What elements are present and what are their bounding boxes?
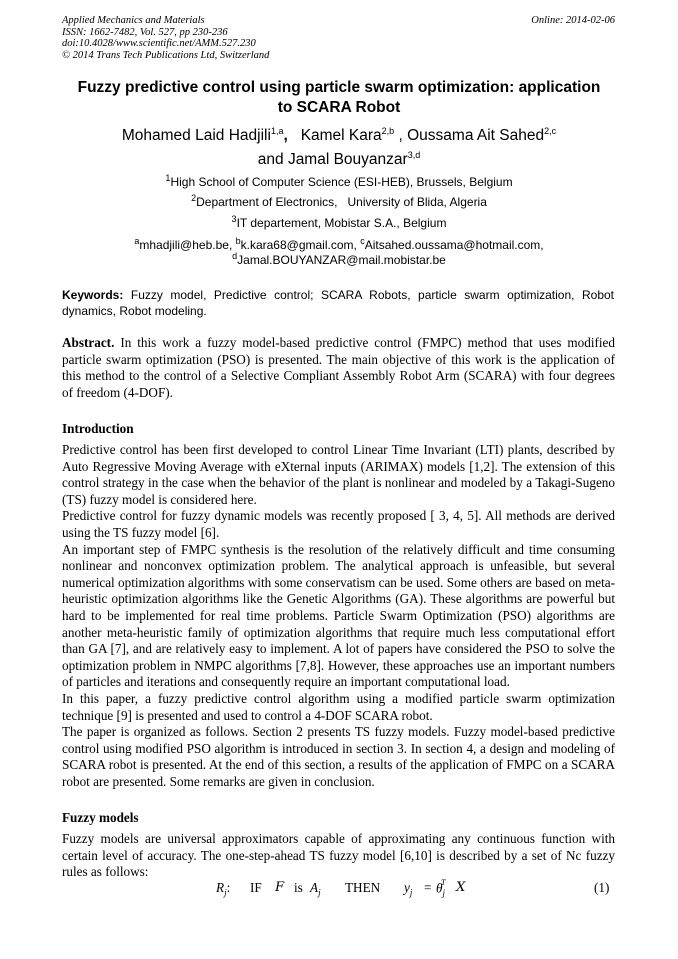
eq-rule-sub: j xyxy=(224,887,227,898)
eq-F: F xyxy=(275,880,285,895)
author-line-2 xyxy=(62,148,616,172)
eq-rule xyxy=(216,880,230,898)
equation-1 xyxy=(62,880,615,900)
email-list xyxy=(62,238,616,268)
affiliation-1-sup: 1 xyxy=(165,173,171,183)
introduction-body xyxy=(62,442,615,790)
fuzzy-models-paragraph: Fuzzy models are universal approximators capable of approximating any continuous function with certain level of accuracy. The one-step-ahead TS fuzzy model [6,10] is described by a set of Nc fuzzy rules as follows: xyxy=(62,831,615,880)
eq-theta-symbol: θ xyxy=(436,880,443,896)
affiliation-2-sup: 2 xyxy=(191,193,197,203)
journal-header xyxy=(62,15,269,61)
author-sep-2: , xyxy=(394,127,408,144)
email-b: k.kara68@gmail.com, xyxy=(240,238,361,252)
introduction-heading: Introduction xyxy=(62,421,134,436)
intro-paragraph-1: Predictive control has been first developed to control Linear Time Invariant (LTI) plants, described by Auto Regressive Moving Average with eXternal inputs (ARIMAX) models [1,2]. The extension of this control strategy in the case when the behavior of the plant is nonlinear and modeled by a Takagi-Sugeno (TS) fuzzy model is considered here. xyxy=(62,442,615,507)
affiliation-3-sup: 3 xyxy=(231,214,237,224)
keywords-text: Fuzzy model, Predictive control; SCARA Robots, particle swarm optimization, Robot dynamics, Robot modeling. xyxy=(62,288,614,318)
paper-title xyxy=(62,78,616,118)
affiliation-2 xyxy=(62,195,616,210)
email-d: Jamal.BOUYANZAR@mail.mobistar.be xyxy=(237,253,446,267)
author-3-sup: 2,c xyxy=(544,125,557,136)
author-line-1 xyxy=(62,124,616,148)
email-d-sup: d xyxy=(232,251,238,261)
doi-line: doi:10.4028/www.scientific.net/AMM.527.230 xyxy=(62,38,256,49)
email-line-2 xyxy=(62,253,616,268)
abstract-text: In this work a fuzzy model-based predictive control (FMPC) method that uses modified particle swarm optimization (PSO) is presented. The main objective of this work is the application of this method to the control of a Selective Compliant Assembly Robot Arm (SCARA) with four degrees of freedom (4-DOF). xyxy=(62,335,615,400)
author-4-sup: 3,d xyxy=(407,149,421,160)
author-4: Jamal Bouyanzar xyxy=(287,151,408,168)
email-line-1 xyxy=(62,238,616,253)
abstract xyxy=(62,335,615,401)
eq-y-sub: j xyxy=(409,887,413,898)
author-sep-1: , xyxy=(283,127,288,144)
eq-if: IF xyxy=(250,880,262,895)
eq-equals: = xyxy=(424,880,432,895)
keywords-label: Keywords: xyxy=(62,288,124,302)
fuzzy-models-heading: Fuzzy models xyxy=(62,810,139,825)
email-b-sup: b xyxy=(235,236,241,246)
eq-A-sub: j xyxy=(318,887,321,898)
author-2-sup: 2,b xyxy=(381,125,395,136)
email-a-sup: a xyxy=(134,236,140,246)
journal-name: Applied Mechanics and Materials xyxy=(62,15,205,26)
eq-number: (1) xyxy=(594,880,610,895)
eq-y-symbol: y xyxy=(404,880,410,895)
issn-line: ISSN: 1662-7482, Vol. 527, pp 230-236 xyxy=(62,26,228,38)
intro-paragraph-5: The paper is organized as follows. Section 2 presents TS fuzzy models. Fuzzy model-based predictive control using modified PSO algorithm is introduced in section 3. In section 4, a design and modeling of SCARA robot is presented. At the end of this section, a results of the application of FMPC on a SCARA robot are presented. Some remarks are given in conclusion. xyxy=(62,724,615,789)
affiliation-3-text: IT departement, Mobistar S.A., Belgium xyxy=(236,216,447,230)
author-2: Kamel Kara xyxy=(300,127,382,144)
email-a: mhadjili@heb.be, xyxy=(139,238,236,252)
eq-colon: : xyxy=(226,880,231,895)
eq-theta xyxy=(436,880,449,898)
intro-paragraph-2: Predictive control for fuzzy dynamic models was recently proposed [ 3, 4, 5]. All methods are derived using the TS fuzzy model [6]. xyxy=(62,508,615,540)
email-c-sup: c xyxy=(360,236,365,246)
email-c: Aitsahed.oussama@hotmail.com, xyxy=(364,238,544,252)
eq-theta-sup: T xyxy=(441,878,446,887)
intro-paragraph-4: In this paper, a fuzzy predictive control algorithm using a modified particle swarm optimization technique [9] is presented and used to control a 4-DOF SCARA robot. xyxy=(62,690,615,723)
eq-A-symbol: A xyxy=(310,880,319,895)
author-1: Mohamed Laid Hadjili xyxy=(121,127,271,144)
abstract-label: Abstract. xyxy=(62,335,115,350)
affiliation-2-text: Department of Electronics, University of Blida, Algeria xyxy=(196,195,487,209)
eq-is: is xyxy=(294,880,303,895)
keywords xyxy=(62,288,614,319)
affiliation-3 xyxy=(62,216,616,231)
affiliation-1-text: High School of Computer Science (ESI-HEB), Brussels, Belgium xyxy=(170,175,513,189)
eq-then: THEN xyxy=(345,880,381,895)
copyright-line: © 2014 Trans Tech Publications Ltd, Switzerland xyxy=(62,49,270,61)
eq-theta-sub: j xyxy=(442,888,445,899)
title-line-1: Fuzzy predictive control using particle swarm optimization: application xyxy=(77,79,601,96)
author-3: Oussama Ait Sahed xyxy=(407,127,545,144)
author-1-sup: 1,a xyxy=(270,125,284,136)
author-list xyxy=(62,124,616,172)
intro-paragraph-3: An important step of FMPC synthesis is the resolution of the relatively difficult and time consuming nonlinear and nonconvex optimization problem. The analytical approach is unfeasible, but several numerical optimization algorithms with some conservatism can be used. Some others are based on meta-heuristic optimization algorithms like the Genetic Algorithms (GA). These algorithms are powerful but hard to be implemented for real time problems. Particle Swarm Optimization (PSO) algorithms are another meta-heuristic family of optimization algorithms that require much less computational effort than GA [7], and are relatively easy to implement. A lot of papers have considered the PSO to solve the optimization problem in NMPC algorithms [7,8]. However, these approaches use an important numbers of particles and iterations and consequently require an important computational load. xyxy=(62,541,615,690)
online-date: Online: 2014-02-06 xyxy=(531,15,615,26)
eq-rule-symbol: R xyxy=(216,880,225,895)
author-and: and xyxy=(257,151,288,168)
affiliation-1 xyxy=(62,175,616,190)
title-line-2: to SCARA Robot xyxy=(277,99,401,116)
eq-y xyxy=(404,880,412,898)
eq-A xyxy=(310,880,321,898)
eq-X: X xyxy=(456,880,466,895)
